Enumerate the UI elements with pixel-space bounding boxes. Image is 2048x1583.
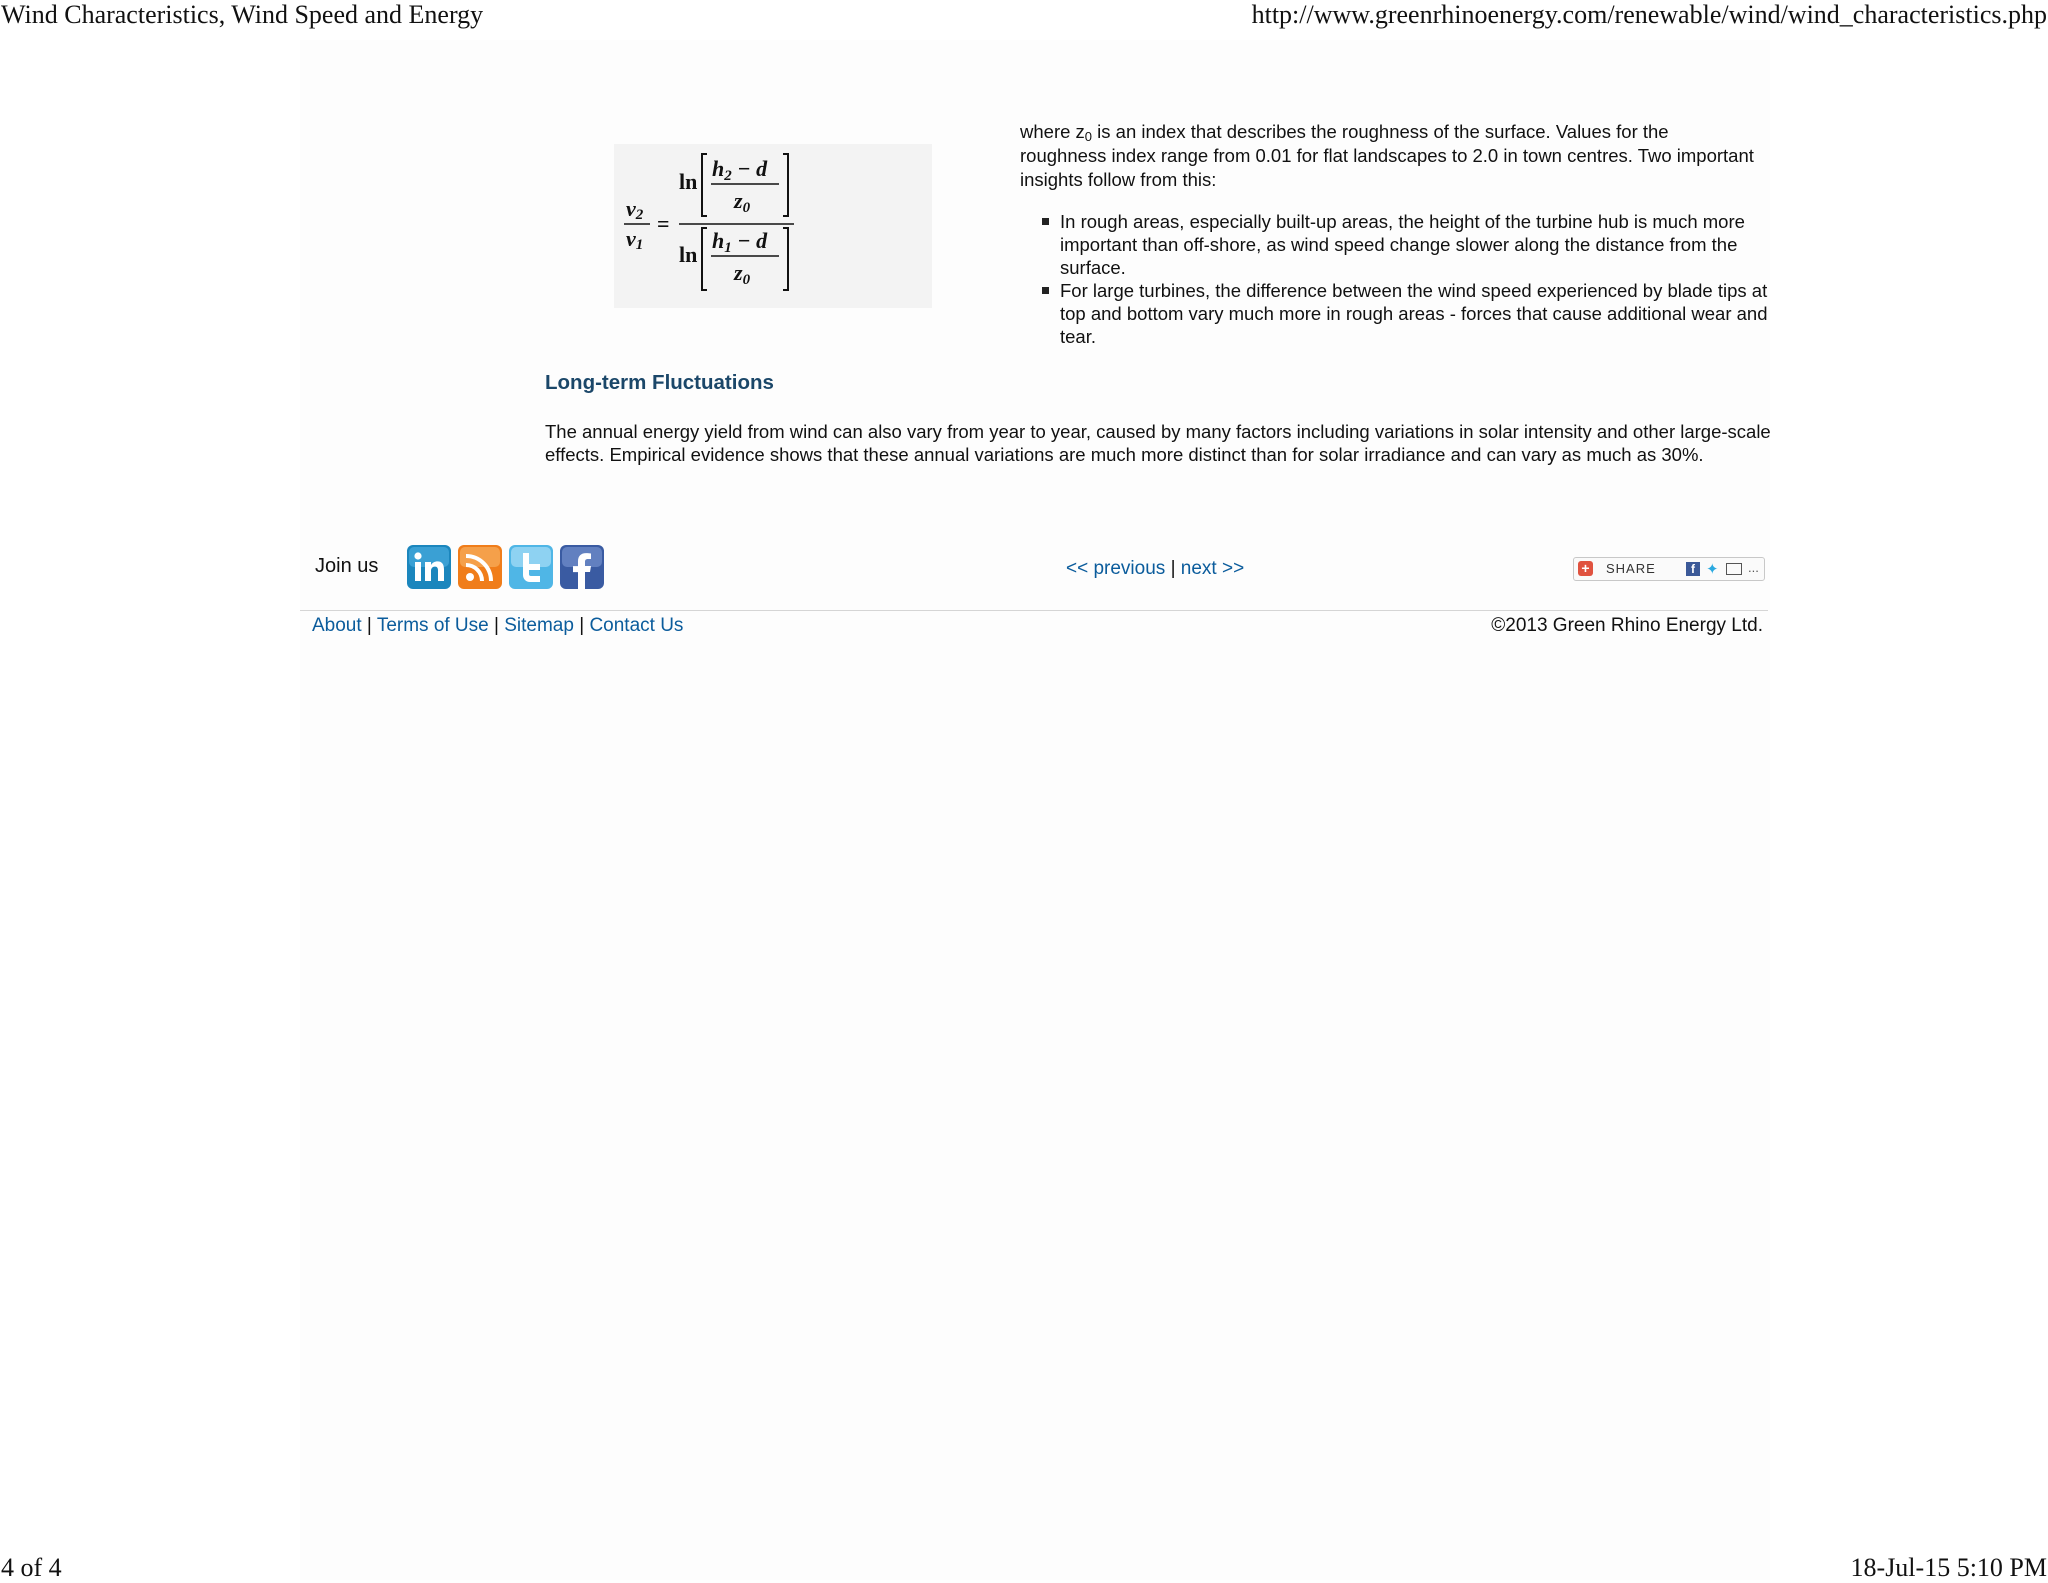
sitemap-link[interactable]: Sitemap: [504, 615, 574, 636]
about-link[interactable]: About: [312, 615, 362, 636]
insights-list: [1040, 210, 1775, 348]
formula-h2-d: h2 − d: [712, 156, 768, 184]
print-footer-datetime: 18-Jul-15 5:10 PM: [1850, 1553, 2047, 1582]
formula-v2: v2: [626, 196, 644, 223]
formula-z0-bottom: z0: [734, 260, 751, 288]
facebook-icon[interactable]: [560, 545, 604, 589]
formula-ln-bottom: ln: [679, 242, 698, 267]
footer-divider: [300, 610, 1768, 611]
list-item: For large turbines, the difference between the wind speed experienced by blade tips at top and bottom vary much more in rough areas - forces that cause additional wear and tear.: [1040, 279, 1775, 348]
list-item: In rough areas, especially built-up areas, the height of the turbine hub is much more important than off-shore, as wind speed change slower along the distance from the surface.: [1040, 210, 1775, 279]
contact-link[interactable]: Contact Us: [589, 615, 684, 636]
facebook-share-icon: f: [1686, 562, 1700, 576]
print-footer-page: 4 of 4: [1, 1553, 62, 1582]
print-header-url: http://www.greenrhinoenergy.com/renewable/wind/wind_characteristics.php: [1251, 0, 2047, 29]
copyright: ©2013 Green Rhino Energy Ltd.: [1491, 615, 1763, 636]
twitter-share-icon: ✦: [1706, 561, 1719, 578]
linkedin-icon[interactable]: [407, 545, 451, 589]
footer-links: [312, 615, 683, 637]
more-icon: ...: [1748, 560, 1759, 575]
rss-icon[interactable]: [458, 545, 502, 589]
formula-equals: =: [657, 211, 670, 236]
formula-z0-top: z0: [734, 188, 751, 216]
bullet-square-icon: [1042, 287, 1049, 294]
next-link[interactable]: next >>: [1180, 558, 1245, 579]
roughness-formula: [614, 144, 932, 308]
previous-link[interactable]: << previous: [1066, 558, 1166, 579]
formula-h1-d: h1 − d: [712, 228, 768, 256]
pager-separator: |: [1165, 558, 1181, 579]
twitter-icon[interactable]: [509, 545, 553, 589]
share-button[interactable]: [1573, 557, 1765, 581]
footer-separator: |: [573, 615, 590, 636]
join-us-label: Join us: [315, 555, 379, 577]
plus-icon: +: [1578, 561, 1593, 576]
footer-separator: |: [488, 615, 505, 636]
terms-link[interactable]: Terms of Use: [376, 615, 489, 636]
formula-ln-top: ln: [679, 169, 698, 194]
roughness-description: where $z_0$ is an index that describes the roughness of the surface. Values for the roughness index range from 0.01 for flat landscapes to 2.0 in town centres. Two important insights follow from this:: [1020, 121, 1754, 190]
section-heading: Long-term Fluctuations: [545, 371, 774, 394]
print-header-title: Wind Characteristics, Wind Speed and Energy: [1, 0, 484, 29]
footer-separator: |: [361, 615, 377, 636]
email-icon: [1726, 563, 1742, 575]
fluctuations-paragraph: The annual energy yield from wind can also vary from year to year, caused by many factors including variations in solar intensity and other large-scale effects. Empirical evidence shows that these annual variations are much more distinct than for solar irradiance and can vary as much as 30%.: [545, 421, 1771, 465]
pager: [1066, 558, 1244, 580]
share-label: SHARE: [1606, 561, 1656, 576]
bullet-square-icon: [1042, 218, 1049, 225]
formula-v1: v1: [626, 226, 644, 253]
